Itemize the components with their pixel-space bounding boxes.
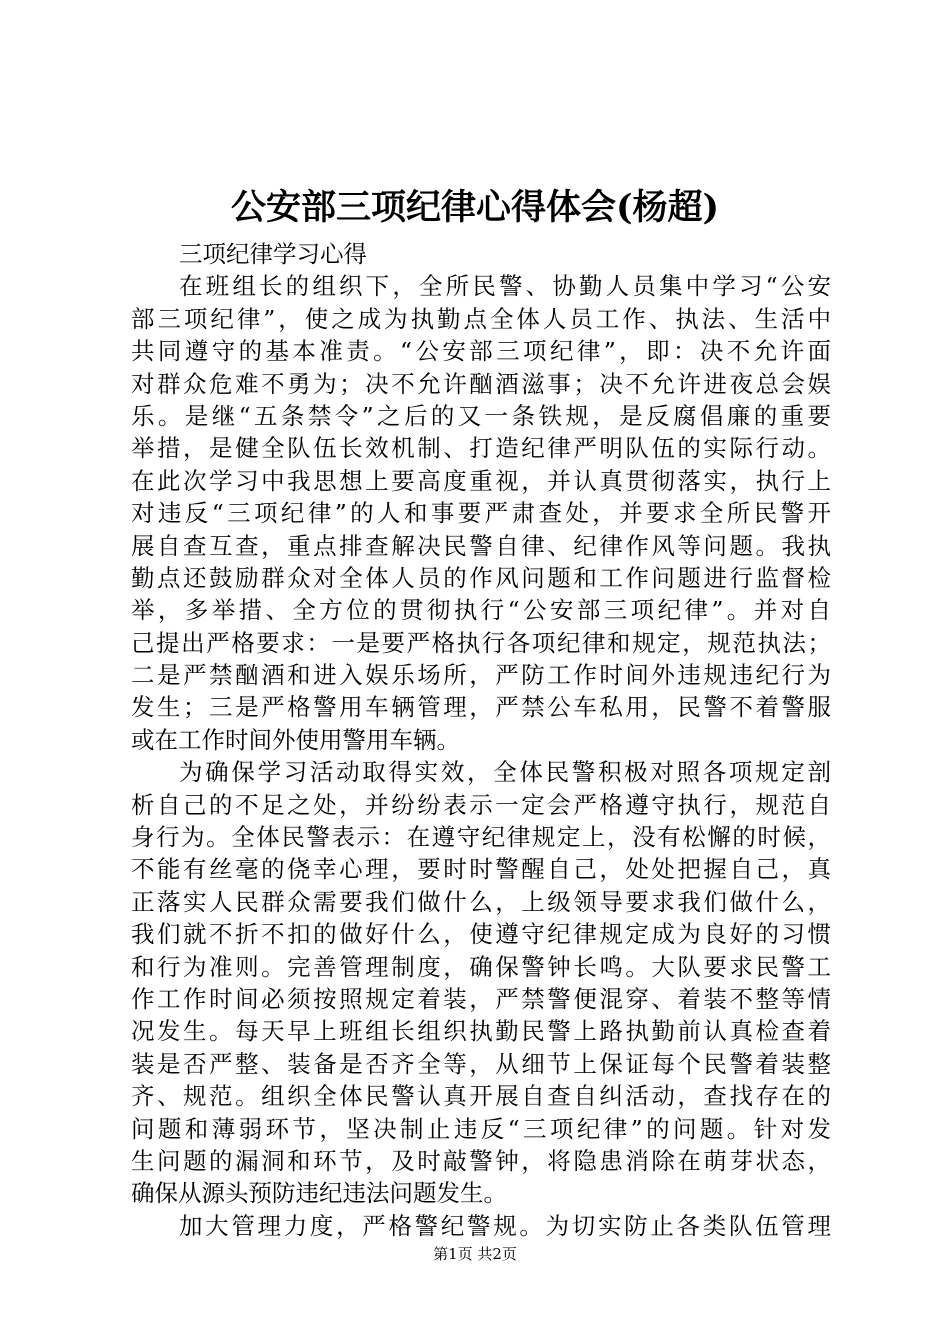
text-line: 举，多举措、全方位的贯彻执行“公安部三项纪律”。并对自 (131, 596, 831, 625)
text-line: 和行为准则。完善管理制度，确保警钟长鸣。大队要求民警工 (131, 952, 831, 981)
document-title: 公安部三项纪律心得体会(杨超) (230, 187, 720, 228)
text-line: 不能有丝毫的侥幸心理，要时时警醒自己，处处把握自己，真 (131, 855, 831, 884)
text-line: 二是严禁酗酒和进入娱乐场所，严防工作时间外违规违纪行为 (131, 661, 831, 690)
text-line: 为确保学习活动取得实效，全体民警积极对照各项规定剖 (179, 758, 831, 787)
text-line: 析自己的不足之处，并纷纷表示一定会严格遵守执行，规范自 (131, 790, 831, 819)
text-line: 装是否严整、装备是否齐全等，从细节上保证每个民警着装整 (131, 1049, 831, 1078)
text-line: 举措，是健全队伍长效机制、打造纪律严明队伍的实际行动。 (131, 434, 831, 463)
text-line: 三项纪律学习心得 (179, 240, 367, 268)
text-line: 乐。是继“五条禁令”之后的又一条铁规，是反腐倡廉的重要 (131, 401, 831, 430)
text-line: 勤点还鼓励群众对全体人员的作风问题和工作问题进行监督检 (131, 563, 831, 592)
text-line: 加大管理力度，严格警纪警规。为切实防止各类队伍管理 (179, 1211, 831, 1240)
text-line: 对违反“三项纪律”的人和事要严肃查处，并要求全所民警开 (131, 499, 831, 528)
text-line: 展自查互查，重点排查解决民警自律、纪律作风等问题。我执 (131, 531, 831, 560)
text-line: 对群众危难不勇为；决不允许酗酒滋事；决不允许进夜总会娱 (131, 369, 831, 398)
text-line: 部三项纪律”，使之成为执勤点全体人员工作、执法、生活中 (131, 304, 831, 333)
text-line: 在此次学习中我思想上要高度重视，并认真贯彻落实，执行上 (131, 466, 831, 495)
page-footer: 第1页 共2页 (433, 1245, 517, 1263)
text-line: 己提出严格要求：一是要严格执行各项纪律和规定，规范执法； (131, 628, 831, 657)
text-line: 我们就不折不扣的做好什么，使遵守纪律规定成为良好的习惯 (131, 920, 831, 949)
text-line: 确保从源头预防违纪违法问题发生。 (131, 1179, 507, 1208)
text-line: 身行为。全体民警表示：在遵守纪律规定上，没有松懈的时候， (131, 823, 831, 852)
text-line: 况发生。每天早上班组长组织执勤民警上路执勤前认真检查着 (131, 1017, 831, 1046)
text-line: 生问题的漏洞和环节，及时敲警钟，将隐患消除在萌芽状态， (131, 1146, 831, 1175)
document-body (131, 238, 831, 1242)
text-line: 或在工作时间外使用警用车辆。 (131, 725, 460, 754)
text-line: 问题和薄弱环节，坚决制止违反“三项纪律”的问题。针对发 (131, 1114, 831, 1143)
text-line: 共同遵守的基本准责。“公安部三项纪律”，即：决不允许面 (131, 337, 831, 366)
text-line: 发生；三是严格警用车辆管理，严禁公车私用，民警不着警服 (131, 693, 831, 722)
text-line: 在班组长的组织下，全所民警、协勤人员集中学习“公安 (179, 272, 831, 301)
text-line: 正落实人民群众需要我们做什么，上级领导要求我们做什么， (131, 887, 831, 916)
text-line: 作工作时间必须按照规定着装，严禁警便混穿、着装不整等情 (131, 984, 831, 1013)
text-line: 齐、规范。组织全体民警认真开展自查自纠活动，查找存在的 (131, 1082, 831, 1111)
